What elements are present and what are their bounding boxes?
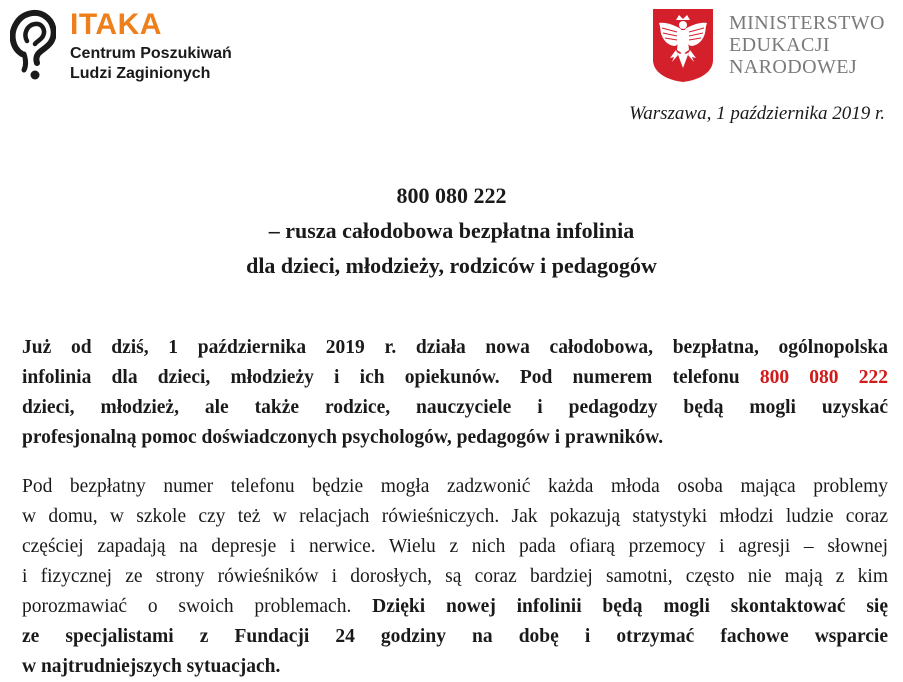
lead-line: profesjonalną pomoc doświadczonych psychologów, pedagogów i prawników. [22,427,664,448]
ministry-name-line2: EDUKACJI [729,34,830,56]
head-question-mark-icon [10,8,56,82]
document-title [0,178,903,283]
title-line3: dla dzieci, młodzieży, rodziców i pedagogów [246,253,657,278]
title-line2: – rusza całodobowa bezpłatna infolinia [268,218,635,243]
lead-line: dzieci, młodzież, ale także rodzice, nauczyciele i pedagodzy będą mogli uzyskać [22,397,888,418]
body-line: ze specjalistami z Fundacji 24 godziny na dobę i otrzymać fachowe wsparcie [22,626,888,647]
title-phone-number: 800 080 222 [396,183,507,208]
itaka-subtitle-line2: Ludzi Zaginionych [70,65,211,82]
lead-phone-number: 800 080 222 [759,367,888,388]
body-line: w najtrudniejszych sytuacjach. [22,656,281,677]
ministry-name-line1: MINISTERSTWO [729,12,885,34]
body-highlight: Dzięki nowej infolinii będą mogli skontaktować się [372,596,888,617]
lead-line [22,363,888,393]
body-line5-text: porozmawiać o swoich problemach. [22,596,373,617]
lead-paragraph [22,333,888,453]
itaka-name: ITAKA [70,8,162,41]
itaka-subtitle-line1: Centrum Poszukiwań [70,45,232,62]
ministry-logo [652,8,897,83]
ministry-name [729,12,885,78]
document-date: Warszawa, 1 października 2019 r. [629,103,885,124]
body-line: Pod bezpłatny numer telefonu będzie mogła zadzwonić każda młoda osoba mająca problemy [22,476,888,497]
body-line: i fizycznej ze strony rówieśników i dorosłych, są coraz bardziej samotni, często nie mają z kim [22,566,888,587]
lead-line: Już od dziś, 1 października 2019 r. działa nowa całodobowa, bezpłatna, ogólnopolska [22,337,888,358]
itaka-logo [10,8,270,88]
body-line: w domu, w szkole czy też w relacjach rówieśniczych. Jak pokazują statystyki młodzi ludzie coraz [22,506,888,527]
itaka-subtitle [70,44,232,84]
body-paragraph [22,472,888,682]
body-line: częściej zapadają na depresje i nerwice. Wielu z nich pada ofiarą przemocy i agresji – słownej [22,536,888,557]
lead-line2-text: infolinia dla dzieci, młodzieży i ich opiekunów. Pod numerem telefonu [22,367,760,388]
ministry-name-line3: NARODOWEJ [729,56,858,78]
body-line [22,592,888,622]
polish-eagle-emblem-icon [652,8,714,83]
